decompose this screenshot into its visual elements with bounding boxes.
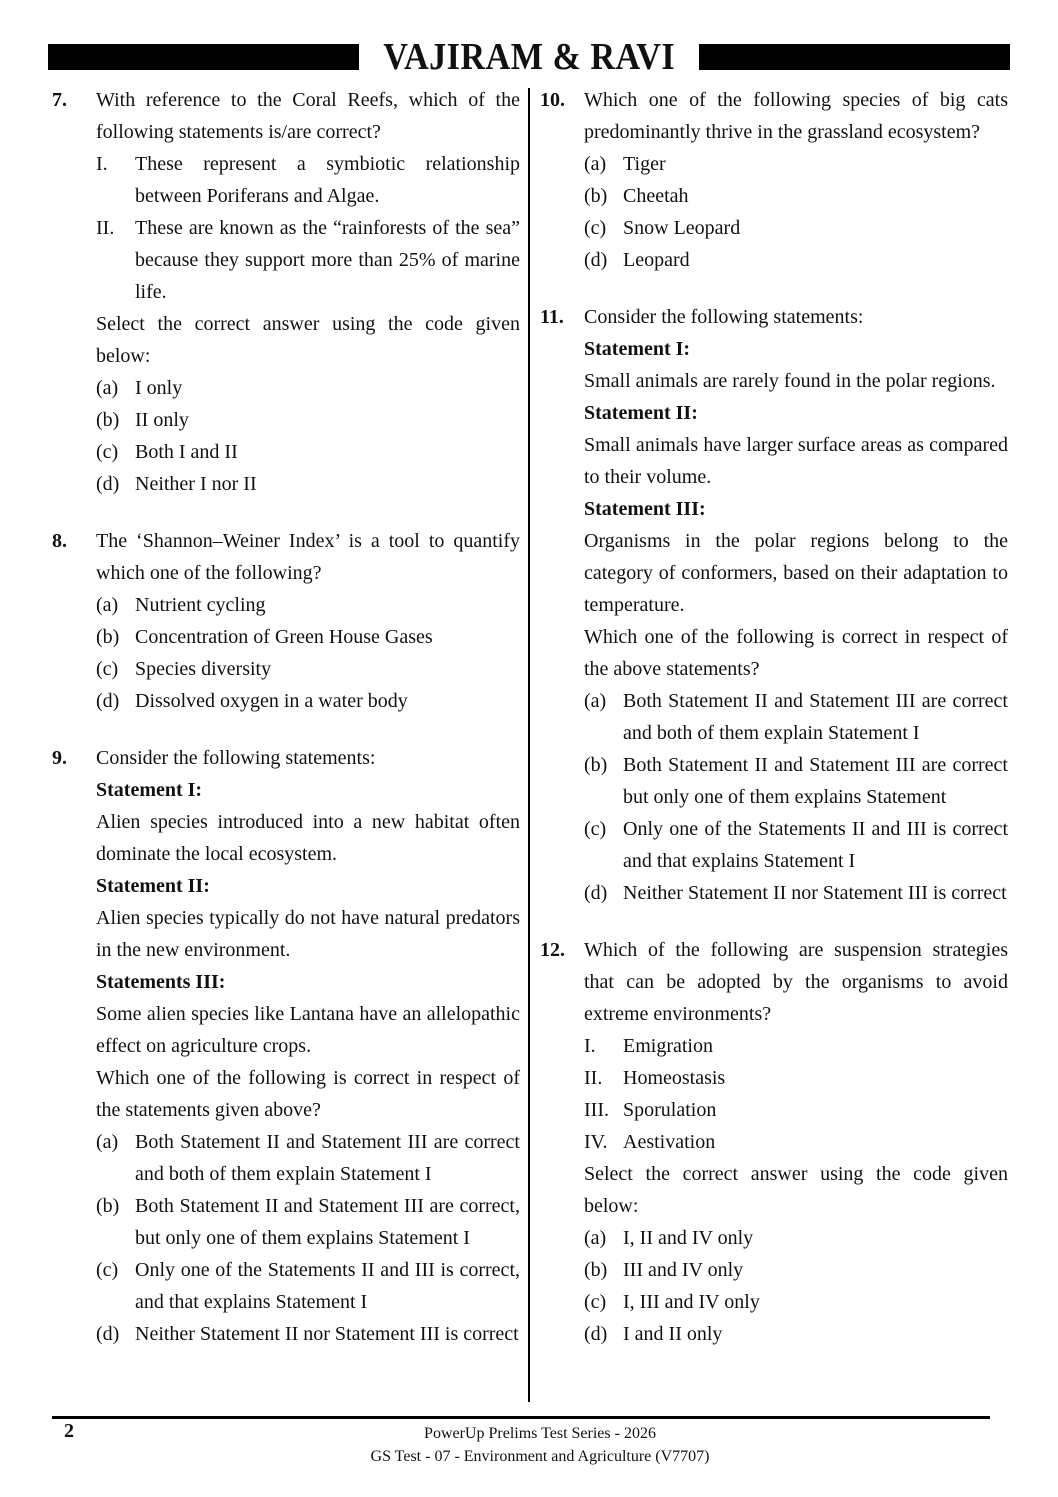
option-text: I only	[135, 377, 183, 399]
question-number: 12.	[540, 939, 565, 961]
option-label: (d)	[96, 473, 120, 495]
option-label: (a)	[584, 1227, 607, 1249]
column-divider	[528, 88, 530, 1402]
option-text: II only	[135, 409, 189, 431]
question-number: 11.	[540, 306, 564, 328]
question-text: Select the correct answer using the code given below:	[584, 1163, 1008, 1217]
option-label: (d)	[584, 882, 608, 904]
question-block	[540, 84, 1008, 276]
option-item	[584, 877, 1008, 909]
option-label: (a)	[96, 594, 119, 616]
question-text: Organisms in the polar regions belong to the category of conformers, based on their adaptation to temperature.	[584, 530, 1008, 616]
option-label: (c)	[584, 818, 607, 840]
option-item	[96, 468, 520, 500]
question-block	[52, 742, 520, 1350]
option-text: Neither Statement II nor Statement III is correct	[623, 882, 1007, 904]
question-block	[52, 525, 520, 717]
question-text: Small animals are rarely found in the polar regions.	[584, 370, 996, 392]
question-text: Small animals have larger surface areas as compared to their volume.	[584, 434, 1008, 488]
option-text: I, III and IV only	[623, 1291, 760, 1313]
option-item	[96, 685, 520, 717]
option-label: I.	[96, 153, 108, 175]
option-label: (b)	[96, 409, 120, 431]
option-item	[96, 1126, 520, 1190]
option-text: Homeostasis	[623, 1067, 726, 1089]
option-item	[96, 1190, 520, 1254]
option-text: Species diversity	[135, 658, 272, 680]
option-text: Both Statement II and Statement III are correct, but only one of them explains Statement I	[135, 1195, 520, 1249]
option-label: (b)	[96, 1195, 120, 1217]
option-text: Neither Statement II nor Statement III is correct	[135, 1323, 519, 1345]
option-label: (d)	[96, 1323, 120, 1345]
footer-text	[280, 1422, 800, 1468]
page-number: 2	[64, 1420, 74, 1442]
option-text: Both Statement II and Statement III are correct and both of them explain Statement I	[135, 1131, 520, 1185]
option-text: Sporulation	[623, 1099, 717, 1121]
option-text: These represent a symbiotic relationship between Poriferans and Algae.	[135, 153, 520, 207]
option-label: III.	[584, 1099, 609, 1121]
option-item	[584, 180, 1008, 212]
option-item	[584, 148, 1008, 180]
statement-heading: Statement III:	[584, 498, 706, 520]
question-block	[52, 84, 520, 500]
option-text: Only one of the Statements II and III is correct, and that explains Statement I	[135, 1259, 520, 1313]
option-text: Only one of the Statements II and III is correct and that explains Statement I	[623, 818, 1008, 872]
option-item	[584, 244, 1008, 276]
option-text: Leopard	[623, 249, 690, 271]
option-item	[584, 1222, 1008, 1254]
question-number: 9.	[52, 747, 67, 769]
option-text: Both Statement II and Statement III are correct but only one of them explains Statement	[623, 754, 1008, 808]
option-item	[96, 1318, 520, 1350]
option-label: II.	[584, 1067, 603, 1089]
left-column	[52, 84, 520, 1375]
statement-heading: Statement I:	[584, 338, 691, 360]
question-text: Which one of the following species of big cats predominantly thrive in the grassland ecosystem?	[584, 89, 1008, 143]
question-number: 10.	[540, 89, 565, 111]
right-column	[540, 84, 1008, 1375]
option-label: (c)	[96, 441, 119, 463]
question-text: Alien species introduced into a new habitat often dominate the local ecosystem.	[96, 811, 520, 865]
option-text: Neither I nor II	[135, 473, 257, 495]
page-header	[48, 36, 1010, 78]
option-label: (c)	[584, 217, 607, 239]
option-label: II.	[96, 217, 115, 239]
header-bar-right	[699, 44, 1010, 70]
question-text: Which one of the following is correct in respect of the above statements?	[584, 626, 1008, 680]
option-item	[584, 1286, 1008, 1318]
question-text: Consider the following statements:	[96, 747, 376, 769]
option-item	[96, 404, 520, 436]
option-text: III and IV only	[623, 1259, 744, 1281]
option-item	[96, 653, 520, 685]
option-text: Both Statement II and Statement III are correct and both of them explain Statement I	[623, 690, 1008, 744]
option-item	[584, 813, 1008, 877]
option-label: (b)	[584, 185, 608, 207]
footer-rule	[52, 1416, 990, 1419]
option-label: (a)	[96, 377, 119, 399]
question-block	[540, 934, 1008, 1350]
option-text: I, II and IV only	[623, 1227, 754, 1249]
option-text: Concentration of Green House Gases	[135, 626, 433, 648]
option-label: IV.	[584, 1131, 608, 1153]
question-block	[540, 301, 1008, 909]
statement-heading: Statement I:	[96, 779, 203, 801]
option-item	[96, 372, 520, 404]
question-text: Some alien species like Lantana have an allelopathic effect on agriculture crops.	[96, 1003, 520, 1057]
option-label: (a)	[96, 1131, 119, 1153]
header-bar-left	[48, 44, 359, 70]
option-label: (c)	[584, 1291, 607, 1313]
option-label: (d)	[584, 249, 608, 271]
option-text: Aestivation	[623, 1131, 716, 1153]
option-item	[584, 1318, 1008, 1350]
option-item	[96, 148, 520, 212]
brand-title: VAJIRAM & RAVI	[383, 36, 675, 78]
option-text: Emigration	[623, 1035, 713, 1057]
option-text: Cheetah	[623, 185, 689, 207]
option-item	[584, 1030, 1008, 1062]
question-number: 7.	[52, 89, 67, 111]
option-label: I.	[584, 1035, 596, 1057]
statement-heading: Statement II:	[584, 402, 698, 424]
footer-test: GS Test - 07 - Environment and Agriculture (V7707)	[370, 1448, 710, 1465]
option-label: (d)	[96, 690, 120, 712]
option-label: (c)	[96, 658, 119, 680]
option-label: (a)	[584, 690, 607, 712]
question-text: The ‘Shannon–Weiner Index’ is a tool to quantify which one of the following?	[96, 530, 520, 584]
option-item	[584, 212, 1008, 244]
question-text: Select the correct answer using the code given below:	[96, 313, 520, 367]
option-item	[584, 1062, 1008, 1094]
statement-heading: Statement II:	[96, 875, 210, 897]
option-text: Dissolved oxygen in a water body	[135, 690, 408, 712]
question-text: Which one of the following is correct in respect of the statements given above?	[96, 1067, 520, 1121]
option-label: (d)	[584, 1323, 608, 1345]
option-item	[584, 1254, 1008, 1286]
option-text: I and II only	[623, 1323, 723, 1345]
option-text: Snow Leopard	[623, 217, 741, 239]
statement-heading: Statements III:	[96, 971, 226, 993]
question-text: Which of the following are suspension strategies that can be adopted by the organisms to avoid extreme environments?	[584, 939, 1008, 1025]
footer-series: PowerUp Prelims Test Series - 2026	[424, 1425, 656, 1442]
option-label: (b)	[96, 626, 120, 648]
question-text: Consider the following statements:	[584, 306, 864, 328]
question-text: Alien species typically do not have natural predators in the new environment.	[96, 907, 520, 961]
question-text: With reference to the Coral Reefs, which of the following statements is/are correct?	[96, 89, 520, 143]
option-text: Tiger	[623, 153, 666, 175]
option-item	[96, 621, 520, 653]
option-text: Nutrient cycling	[135, 594, 266, 616]
option-item	[96, 436, 520, 468]
option-label: (b)	[584, 1259, 608, 1281]
option-item	[584, 749, 1008, 813]
option-label: (a)	[584, 153, 607, 175]
option-label: (c)	[96, 1259, 119, 1281]
option-text: These are known as the “rainforests of the sea” because they support more than 25% of marine life.	[135, 217, 520, 303]
option-item	[96, 212, 520, 308]
option-item	[96, 1254, 520, 1318]
option-item	[96, 589, 520, 621]
option-item	[584, 1126, 1008, 1158]
question-number: 8.	[52, 530, 67, 552]
option-item	[584, 1094, 1008, 1126]
option-label: (b)	[584, 754, 608, 776]
option-text: Both I and II	[135, 441, 238, 463]
option-item	[584, 685, 1008, 749]
